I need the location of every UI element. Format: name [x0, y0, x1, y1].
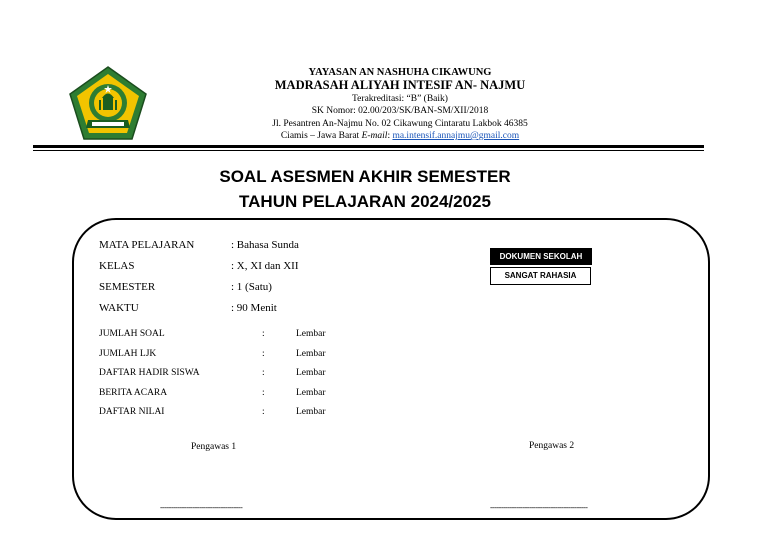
- subject-value: : Bahasa Sunda: [231, 239, 299, 251]
- top-secret-badge: SANGAT RAHASIA: [490, 267, 591, 285]
- count-unit: Lembar: [296, 407, 326, 417]
- time-label: WAKTU: [99, 302, 139, 314]
- header-rule-thick: [33, 145, 704, 148]
- count-colon: :: [262, 407, 265, 417]
- time-value: : 90 Menit: [231, 302, 277, 314]
- count-colon: :: [262, 388, 265, 398]
- address: Jl. Pesantren An-Najmu No. 02 Cikawung Cintaratu Lakbok 46385: [272, 119, 528, 129]
- page-subtitle: TAHUN PELAJARAN 2024/2025: [239, 192, 491, 211]
- accreditation: Terakreditasi: “B” (Baik): [352, 94, 448, 104]
- email-separator: :: [387, 131, 393, 141]
- school-name: MADRASAH ALIYAH INTESIF AN- NAJMU: [274, 78, 526, 92]
- count-unit: Lembar: [296, 329, 326, 339]
- count-unit: Lembar: [296, 388, 326, 398]
- class-value: : X, XI dan XII: [231, 260, 299, 272]
- count-unit: Lembar: [296, 368, 326, 378]
- class-label: KELAS: [99, 260, 135, 272]
- count-label: DAFTAR HADIR SISWA: [99, 368, 200, 378]
- email-link[interactable]: ma.intensif.annajmu@gmail.com: [392, 131, 520, 141]
- signature-line-1: --------------------------------------: [160, 503, 243, 512]
- madrasah-emblem-icon: [68, 65, 148, 141]
- semester-value: : 1 (Satu): [231, 281, 272, 293]
- foundation-name: YAYASAN AN NASHUHA CIKAWUNG: [308, 67, 492, 78]
- count-label: BERITA ACARA: [99, 388, 168, 398]
- semester-label: SEMESTER: [99, 281, 156, 293]
- email-label: E-mail: [361, 131, 388, 141]
- school-document-badge: DOKUMEN SEKOLAH: [490, 248, 592, 265]
- count-label: JUMLAH SOAL: [99, 329, 165, 339]
- count-colon: :: [262, 329, 265, 339]
- count-colon: :: [262, 349, 265, 359]
- count-label: JUMLAH LJK: [99, 349, 157, 359]
- header-rule-thin: [33, 150, 704, 151]
- count-colon: :: [262, 368, 265, 378]
- sk-number: SK Nomor: 02.00/203/SK/BAN-SM/XII/2018: [311, 106, 489, 116]
- pengawas-1-label: Pengawas 1: [191, 442, 237, 452]
- pengawas-2-label: Pengawas 2: [529, 441, 575, 451]
- count-unit: Lembar: [296, 349, 326, 359]
- count-label: DAFTAR NILAI: [99, 407, 165, 417]
- subject-label: MATA PELAJARAN: [99, 239, 195, 251]
- signature-line-2: ---------------------------------------------: [490, 503, 588, 512]
- city-email-line: [200, 131, 600, 142]
- page-title: SOAL ASESMEN AKHIR SEMESTER: [219, 167, 511, 186]
- city: Ciamis – Jawa Barat: [280, 131, 362, 141]
